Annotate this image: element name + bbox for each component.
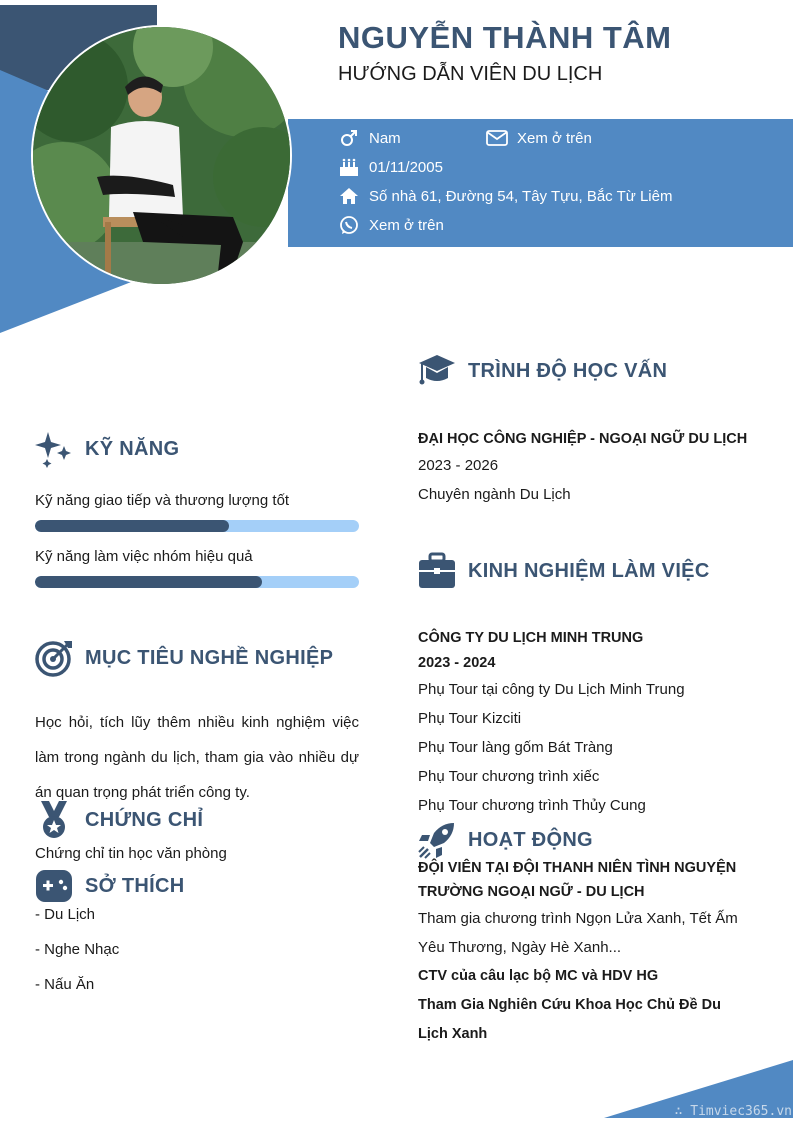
hobbies-section-header	[35, 867, 184, 905]
skills-section-header	[35, 430, 179, 468]
activities-title: HOẠT ĐỘNG	[468, 828, 593, 851]
activity-item: Lịch Xanh	[418, 1026, 488, 1042]
skill-level-bar	[35, 576, 359, 588]
experience-duty: Phụ Tour làng gốm Bát Tràng	[418, 739, 613, 756]
experience-duty: Phụ Tour chương trình xiếc	[418, 768, 600, 785]
certificate-item: Chứng chỉ tin học văn phòng	[35, 845, 227, 862]
education-title: TRÌNH ĐỘ HỌC VẤN	[468, 359, 668, 382]
skill-label: Kỹ năng giao tiếp và thương lượng tốt	[35, 492, 290, 509]
experience-company: CÔNG TY DU LỊCH MINH TRUNG	[418, 630, 644, 646]
activity-item: Tham Gia Nghiên Cứu Khoa Học Chủ Đề Du	[418, 997, 721, 1013]
address-value: Số nhà 61, Đường 54, Tây Tựu, Bắc Từ Liêm	[369, 187, 673, 205]
skill-label: Kỹ năng làm việc nhóm hiệu quả	[35, 548, 253, 565]
contact-birthday	[338, 157, 443, 177]
education-major: Chuyên ngành Du Lịch	[418, 486, 571, 503]
contact-email	[486, 128, 592, 148]
hobby-item: - Nghe Nhạc	[35, 941, 120, 958]
activities-section-header	[418, 821, 593, 859]
profile-photo	[31, 25, 292, 286]
job-title: HƯỚNG DẪN VIÊN DU LỊCH	[338, 63, 603, 85]
skill-level-fill	[35, 576, 262, 588]
sparkles-icon	[35, 430, 73, 468]
home-icon	[338, 186, 360, 206]
education-period: 2023 - 2026	[418, 457, 499, 474]
experience-title: KINH NGHIỆM LÀM VIỆC	[468, 559, 710, 582]
activity-org: TRƯỜNG NGOẠI NGỮ - DU LỊCH	[418, 884, 645, 900]
birthday-cake-icon	[338, 157, 360, 177]
certificates-section-header	[35, 801, 203, 839]
experience-period: 2023 - 2024	[418, 655, 496, 671]
graduation-cap-icon	[418, 352, 456, 390]
email-value: Xem ở trên	[517, 129, 592, 147]
candidate-name: NGUYỄN THÀNH TÂM	[338, 20, 672, 55]
gender-icon	[338, 128, 360, 148]
activity-item: CTV của câu lạc bộ MC và HDV HG	[418, 968, 659, 984]
objective-section-header	[35, 639, 333, 677]
contact-gender	[338, 128, 401, 148]
contact-address	[338, 186, 672, 206]
activity-org: ĐỘI VIÊN TẠI ĐỘI THANH NIÊN TÌNH NGUYỆN	[418, 860, 737, 876]
hobbies-title: SỞ THÍCH	[85, 874, 185, 897]
activity-desc: Tham gia chương trình Ngọn Lửa Xanh, Tết Ấm	[418, 910, 738, 927]
experience-duty: Phụ Tour Kizciti	[418, 710, 522, 727]
certificates-title: CHỨNG CHỈ	[85, 808, 204, 831]
objective-text: Học hỏi, tích lũy thêm nhiều kinh nghiệm việc làm trong ngành du lịch, tham gia vào nhiều dự án quan trọng phát triển công ty.	[35, 714, 359, 801]
experience-duty: Phụ Tour chương trình Thủy Cung	[418, 797, 646, 814]
birthday-value: 01/11/2005	[369, 158, 443, 176]
rocket-icon	[418, 821, 456, 859]
education-school: ĐẠI HỌC CÔNG NGHIỆP - NGOẠI NGỮ DU LỊCH	[418, 431, 748, 447]
hobby-item: - Nấu Ăn	[35, 976, 95, 993]
hobby-item: - Du Lịch	[35, 906, 96, 923]
experience-section-header	[418, 552, 710, 590]
contact-phone	[338, 215, 444, 235]
objective-title: MỤC TIÊU NGHỀ NGHIỆP	[85, 646, 334, 669]
watermark: ∴ Timviec365.vn	[674, 1104, 792, 1119]
skill-level-bar	[35, 520, 359, 532]
gamepad-icon	[35, 867, 73, 905]
phone-value: Xem ở trên	[369, 216, 444, 234]
whatsapp-phone-icon	[338, 215, 360, 235]
gender-value: Nam	[369, 129, 401, 147]
experience-duty: Phụ Tour tại công ty Du Lịch Minh Trung	[418, 681, 685, 698]
activity-desc: Yêu Thương, Ngày Hè Xanh...	[418, 939, 622, 956]
envelope-icon	[486, 128, 508, 148]
medal-icon	[35, 801, 73, 839]
education-section-header	[418, 352, 667, 390]
target-icon	[35, 639, 73, 677]
skill-level-fill	[35, 520, 229, 532]
skills-title: KỸ NĂNG	[85, 437, 180, 460]
briefcase-icon	[418, 552, 456, 590]
